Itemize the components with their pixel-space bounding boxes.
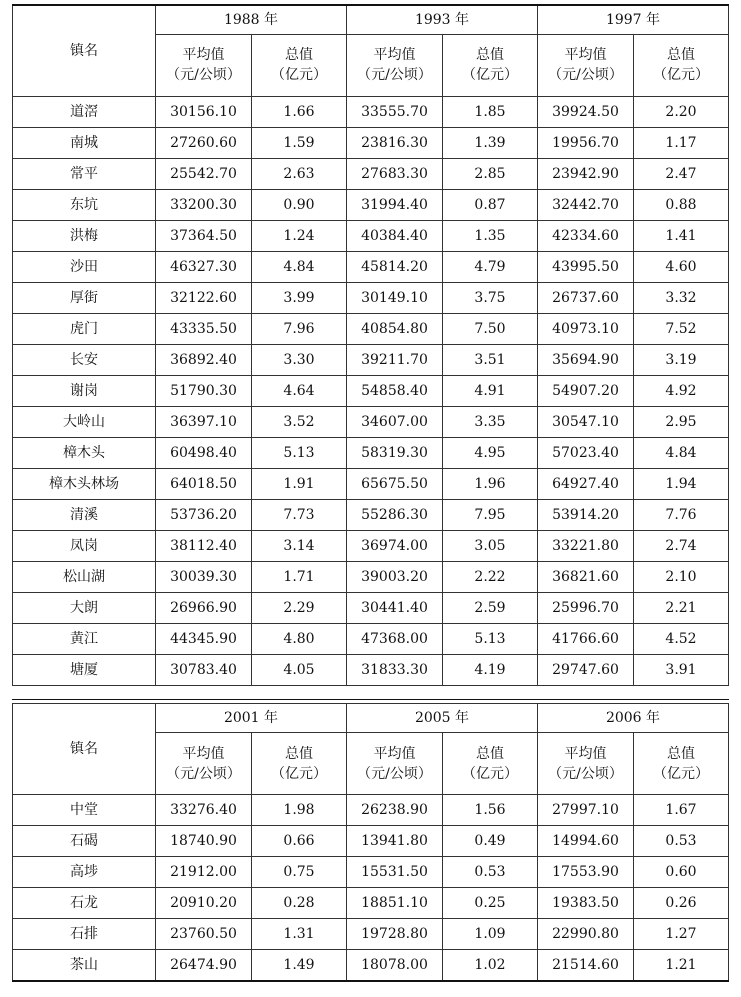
avg-value-cell: 26474.90: [156, 950, 252, 982]
table-row: [13, 592, 729, 623]
avg-value-cell: 29747.60: [538, 654, 634, 685]
town-name-cell: 常平: [13, 158, 156, 189]
town-name-cell: 大朗: [13, 592, 156, 623]
avg-value-cell: 18851.10: [347, 888, 443, 919]
avg-value-cell: 30149.10: [347, 282, 443, 313]
avg-value-cell: 36397.10: [156, 406, 252, 437]
total-value-cell: 1.59: [252, 127, 347, 158]
total-value-cell: 3.91: [634, 654, 729, 685]
avg-value-cell: 40384.40: [347, 220, 443, 251]
header-unit: （元/公顷）: [357, 67, 432, 83]
header-unit: （亿元）: [462, 765, 518, 782]
total-value-cell: 4.64: [252, 375, 347, 406]
header-unit: （元/公顷）: [166, 765, 241, 782]
avg-value-cell: 36892.40: [156, 344, 252, 375]
total-value-cell: 2.63: [252, 158, 347, 189]
total-value-cell: 2.29: [252, 592, 347, 623]
avg-value-cell: 23760.50: [156, 919, 252, 950]
total-value-cell: 2.95: [634, 406, 729, 437]
town-name-cell: 南城: [13, 127, 156, 158]
avg-value-cell: 57023.40: [538, 437, 634, 468]
avg-value-cell: 36974.00: [347, 530, 443, 561]
avg-value-cell: 40854.80: [347, 313, 443, 344]
avg-value-header: [347, 733, 443, 795]
total-value-cell: 3.75: [443, 282, 538, 313]
town-name-cell: 谢岗: [13, 375, 156, 406]
avg-value-cell: 55286.30: [347, 499, 443, 530]
total-value-cell: 2.47: [634, 158, 729, 189]
total-value-cell: 1.56: [443, 795, 538, 826]
avg-value-cell: 23942.90: [538, 158, 634, 189]
avg-value-cell: 38112.40: [156, 530, 252, 561]
total-value-cell: 3.52: [252, 406, 347, 437]
table-row: [13, 654, 729, 685]
table-row: [13, 623, 729, 654]
total-value-cell: 4.60: [634, 251, 729, 282]
table-row: [13, 795, 729, 826]
avg-value-cell: 65675.50: [347, 468, 443, 499]
total-value-cell: 4.05: [252, 654, 347, 685]
avg-value-cell: 39003.20: [347, 561, 443, 592]
total-value-cell: 4.19: [443, 654, 538, 685]
header-line: 总值: [476, 745, 504, 762]
avg-value-header: [538, 733, 634, 795]
total-value-cell: 7.50: [443, 313, 538, 344]
total-value-cell: 5.13: [252, 437, 347, 468]
avg-value-cell: 21514.60: [538, 950, 634, 982]
total-value-cell: 0.25: [443, 888, 538, 919]
header-unit: （元/公顷）: [548, 765, 623, 782]
avg-value-cell: 19956.70: [538, 127, 634, 158]
avg-value-header: [538, 34, 634, 96]
town-name-cell: 厚街: [13, 282, 156, 313]
avg-value-cell: 34607.00: [347, 406, 443, 437]
avg-value-cell: 13941.80: [347, 826, 443, 857]
total-value-cell: 4.92: [634, 375, 729, 406]
total-value-cell: 7.76: [634, 499, 729, 530]
total-value-header: [443, 733, 538, 795]
total-value-cell: 1.31: [252, 919, 347, 950]
total-value-cell: 0.60: [634, 857, 729, 888]
table-row: [13, 406, 729, 437]
year-header: 2006 年: [538, 704, 729, 733]
header-line: 平均值: [564, 745, 607, 762]
total-value-cell: 0.90: [252, 189, 347, 220]
header-unit: （元/公顷）: [166, 67, 241, 83]
avg-value-cell: 30039.30: [156, 561, 252, 592]
avg-value-cell: 30547.10: [538, 406, 634, 437]
avg-value-cell: 18740.90: [156, 826, 252, 857]
total-value-cell: 3.32: [634, 282, 729, 313]
table-row: [13, 127, 729, 158]
table-row: [13, 857, 729, 888]
avg-value-cell: 15531.50: [347, 857, 443, 888]
avg-value-cell: 39924.50: [538, 96, 634, 127]
total-value-cell: 2.20: [634, 96, 729, 127]
total-value-header: [634, 34, 729, 96]
table-divider: [12, 699, 729, 700]
total-value-cell: 1.41: [634, 220, 729, 251]
town-name-cell: 大岭山: [13, 406, 156, 437]
town-name-cell: 洪梅: [13, 220, 156, 251]
town-name-cell: 塘厦: [13, 654, 156, 685]
table-row: [13, 96, 729, 127]
header-line: 总值: [285, 47, 313, 63]
header-line: 平均值: [182, 745, 225, 762]
avg-value-header: [347, 34, 443, 96]
avg-value-cell: 32442.70: [538, 189, 634, 220]
avg-value-cell: 64018.50: [156, 468, 252, 499]
total-value-cell: 3.99: [252, 282, 347, 313]
header-line: 总值: [667, 47, 695, 63]
town-name-cell: 沙田: [13, 251, 156, 282]
avg-value-cell: 17553.90: [538, 857, 634, 888]
total-value-cell: 1.35: [443, 220, 538, 251]
total-value-cell: 1.24: [252, 220, 347, 251]
avg-value-cell: 35694.90: [538, 344, 634, 375]
table-1988-1997: [12, 4, 729, 686]
total-value-cell: 1.98: [252, 795, 347, 826]
total-value-cell: 7.73: [252, 499, 347, 530]
total-value-cell: 1.09: [443, 919, 538, 950]
total-value-cell: 4.91: [443, 375, 538, 406]
total-value-cell: 4.95: [443, 437, 538, 468]
town-name-cell: 清溪: [13, 499, 156, 530]
total-value-cell: 4.80: [252, 623, 347, 654]
header-line: 平均值: [182, 47, 225, 63]
town-name-cell: 石龙: [13, 888, 156, 919]
avg-value-cell: 60498.40: [156, 437, 252, 468]
total-value-cell: 3.51: [443, 344, 538, 375]
total-value-header: [443, 34, 538, 96]
avg-value-cell: 54858.40: [347, 375, 443, 406]
total-value-cell: 1.49: [252, 950, 347, 982]
avg-value-cell: 43995.50: [538, 251, 634, 282]
avg-value-cell: 18078.00: [347, 950, 443, 982]
avg-value-cell: 20910.20: [156, 888, 252, 919]
total-value-cell: 0.53: [634, 826, 729, 857]
header-line: 平均值: [564, 47, 607, 63]
total-value-cell: 0.28: [252, 888, 347, 919]
avg-value-cell: 27997.10: [538, 795, 634, 826]
header-line: 平均值: [373, 47, 416, 63]
total-value-cell: 2.59: [443, 592, 538, 623]
avg-value-cell: 37364.50: [156, 220, 252, 251]
avg-value-cell: 43335.50: [156, 313, 252, 344]
avg-value-cell: 26737.60: [538, 282, 634, 313]
total-value-cell: 4.79: [443, 251, 538, 282]
avg-value-cell: 51790.30: [156, 375, 252, 406]
avg-value-cell: 42334.60: [538, 220, 634, 251]
total-value-cell: 1.66: [252, 96, 347, 127]
total-value-cell: 0.88: [634, 189, 729, 220]
header-unit: （亿元）: [653, 67, 709, 83]
total-value-cell: 5.13: [443, 623, 538, 654]
table-row: [13, 251, 729, 282]
total-value-cell: 4.84: [252, 251, 347, 282]
town-name-cell: 樟木头林场: [13, 468, 156, 499]
avg-value-cell: 23816.30: [347, 127, 443, 158]
table-row: [13, 888, 729, 919]
total-value-header: [252, 34, 347, 96]
avg-value-cell: 33555.70: [347, 96, 443, 127]
avg-value-cell: 33276.40: [156, 795, 252, 826]
total-value-cell: 1.71: [252, 561, 347, 592]
total-value-cell: 1.39: [443, 127, 538, 158]
header-line: 总值: [667, 745, 695, 762]
avg-value-cell: 39211.70: [347, 344, 443, 375]
town-name-cell: 长安: [13, 344, 156, 375]
avg-value-cell: 31833.30: [347, 654, 443, 685]
table-body: [13, 96, 729, 685]
table-body: [13, 795, 729, 982]
total-value-cell: 0.75: [252, 857, 347, 888]
town-name-cell: 凤岗: [13, 530, 156, 561]
total-value-cell: 0.87: [443, 189, 538, 220]
total-value-header: [634, 733, 729, 795]
table-row: [13, 499, 729, 530]
total-value-cell: 1.67: [634, 795, 729, 826]
total-value-cell: 2.10: [634, 561, 729, 592]
avg-value-header: [156, 733, 252, 795]
total-value-cell: 1.17: [634, 127, 729, 158]
table-row: [13, 344, 729, 375]
table-row: [13, 282, 729, 313]
header-unit: （亿元）: [271, 765, 327, 782]
year-header: 2005 年: [347, 704, 538, 733]
town-name-cell: 茶山: [13, 950, 156, 982]
total-value-cell: 1.85: [443, 96, 538, 127]
total-value-cell: 7.52: [634, 313, 729, 344]
total-value-cell: 2.22: [443, 561, 538, 592]
table-row: [13, 437, 729, 468]
table-row: [13, 375, 729, 406]
header-unit: （元/公顷）: [357, 765, 432, 782]
table-row: [13, 468, 729, 499]
table-row: [13, 530, 729, 561]
total-value-cell: 3.30: [252, 344, 347, 375]
table-2001-2006: [12, 703, 729, 982]
avg-value-cell: 33200.30: [156, 189, 252, 220]
avg-value-cell: 40973.10: [538, 313, 634, 344]
total-value-cell: 2.21: [634, 592, 729, 623]
avg-value-cell: 19383.50: [538, 888, 634, 919]
town-name-cell: 石排: [13, 919, 156, 950]
total-value-cell: 1.91: [252, 468, 347, 499]
avg-value-cell: 53736.20: [156, 499, 252, 530]
avg-value-header: [156, 34, 252, 96]
total-value-cell: 4.52: [634, 623, 729, 654]
town-name-cell: 中堂: [13, 795, 156, 826]
avg-value-cell: 30783.40: [156, 654, 252, 685]
total-value-cell: 7.95: [443, 499, 538, 530]
total-value-header: [252, 733, 347, 795]
avg-value-cell: 64927.40: [538, 468, 634, 499]
avg-value-cell: 53914.20: [538, 499, 634, 530]
town-name-header: 镇名: [13, 704, 156, 795]
avg-value-cell: 33221.80: [538, 530, 634, 561]
total-value-cell: 2.74: [634, 530, 729, 561]
avg-value-cell: 21912.00: [156, 857, 252, 888]
header-unit: （亿元）: [653, 765, 709, 782]
avg-value-cell: 45814.20: [347, 251, 443, 282]
town-name-cell: 虎门: [13, 313, 156, 344]
table-row: [13, 158, 729, 189]
year-header: 1997 年: [538, 5, 729, 34]
town-name-cell: 道滘: [13, 96, 156, 127]
avg-value-cell: 14994.60: [538, 826, 634, 857]
total-value-cell: 1.21: [634, 950, 729, 982]
town-name-cell: 石碣: [13, 826, 156, 857]
total-value-cell: 3.19: [634, 344, 729, 375]
avg-value-cell: 47368.00: [347, 623, 443, 654]
avg-value-cell: 22990.80: [538, 919, 634, 950]
avg-value-cell: 44345.90: [156, 623, 252, 654]
town-name-cell: 樟木头: [13, 437, 156, 468]
total-value-cell: 0.26: [634, 888, 729, 919]
town-name-cell: 黄江: [13, 623, 156, 654]
year-header: 2001 年: [156, 704, 347, 733]
table-row: [13, 950, 729, 982]
table-row: [13, 561, 729, 592]
total-value-cell: 4.84: [634, 437, 729, 468]
avg-value-cell: 30156.10: [156, 96, 252, 127]
total-value-cell: 0.53: [443, 857, 538, 888]
avg-value-cell: 32122.60: [156, 282, 252, 313]
avg-value-cell: 46327.30: [156, 251, 252, 282]
total-value-cell: 1.96: [443, 468, 538, 499]
avg-value-cell: 26966.90: [156, 592, 252, 623]
town-name-header: 镇名: [13, 5, 156, 96]
year-header: 1993 年: [347, 5, 538, 34]
table-row: [13, 189, 729, 220]
total-value-cell: 3.35: [443, 406, 538, 437]
avg-value-cell: 27260.60: [156, 127, 252, 158]
header-unit: （亿元）: [271, 67, 327, 83]
year-header: 1988 年: [156, 5, 347, 34]
table-row: [13, 313, 729, 344]
total-value-cell: 1.94: [634, 468, 729, 499]
total-value-cell: 2.85: [443, 158, 538, 189]
header-line: 总值: [476, 47, 504, 63]
total-value-cell: 0.66: [252, 826, 347, 857]
total-value-cell: 1.02: [443, 950, 538, 982]
avg-value-cell: 25542.70: [156, 158, 252, 189]
town-name-cell: 松山湖: [13, 561, 156, 592]
avg-value-cell: 36821.60: [538, 561, 634, 592]
avg-value-cell: 26238.90: [347, 795, 443, 826]
total-value-cell: 0.49: [443, 826, 538, 857]
header-unit: （元/公顷）: [548, 67, 623, 83]
avg-value-cell: 41766.60: [538, 623, 634, 654]
total-value-cell: 3.14: [252, 530, 347, 561]
total-value-cell: 1.27: [634, 919, 729, 950]
total-value-cell: 7.96: [252, 313, 347, 344]
town-name-cell: 东坑: [13, 189, 156, 220]
avg-value-cell: 25996.70: [538, 592, 634, 623]
avg-value-cell: 58319.30: [347, 437, 443, 468]
avg-value-cell: 31994.40: [347, 189, 443, 220]
avg-value-cell: 19728.80: [347, 919, 443, 950]
table-row: [13, 220, 729, 251]
total-value-cell: 3.05: [443, 530, 538, 561]
town-name-cell: 高埗: [13, 857, 156, 888]
avg-value-cell: 27683.30: [347, 158, 443, 189]
table-row: [13, 919, 729, 950]
avg-value-cell: 54907.20: [538, 375, 634, 406]
header-line: 总值: [285, 745, 313, 762]
header-line: 平均值: [373, 745, 416, 762]
header-unit: （亿元）: [462, 67, 518, 83]
table-row: [13, 826, 729, 857]
avg-value-cell: 30441.40: [347, 592, 443, 623]
